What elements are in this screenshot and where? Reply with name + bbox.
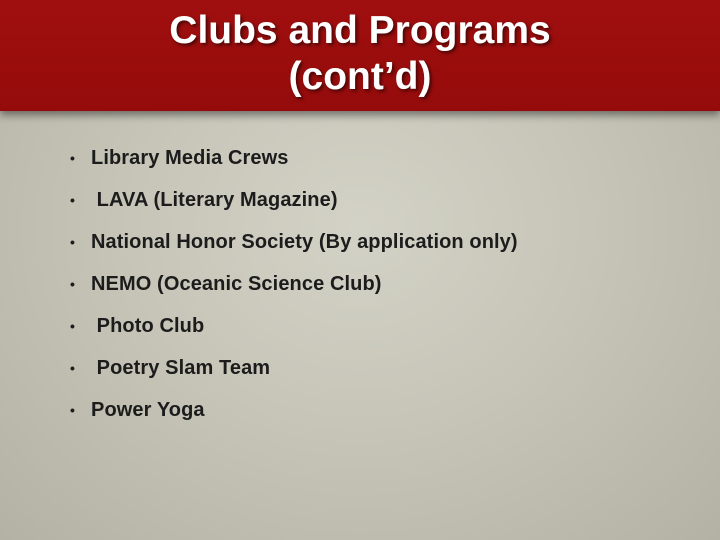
bullet-icon: • [70, 150, 76, 166]
bullet-icon: • [70, 276, 76, 292]
bullet-text: Power Yoga [91, 398, 205, 421]
slide-title-line-2: (cont’d) [288, 55, 432, 98]
bullet-icon: • [70, 360, 76, 376]
bullet-text: NEMO (Oceanic Science Club) [91, 272, 382, 295]
bullet-text: Library Media Crews [91, 146, 289, 169]
slide-title-line-1: Clubs and Programs [169, 9, 551, 52]
bullet-item [70, 389, 518, 431]
bullet-icon: • [70, 192, 76, 208]
bullet-text: Poetry Slam Team [91, 356, 271, 379]
bullet-item [70, 263, 518, 305]
bullet-icon: • [70, 234, 76, 250]
bullet-list [70, 137, 518, 431]
bullet-item [70, 305, 518, 347]
bullet-item [70, 179, 518, 221]
bullet-text: LAVA (Literary Magazine) [91, 188, 338, 211]
title-bar [0, 0, 720, 111]
bullet-text: Photo Club [91, 314, 205, 337]
slide-title [0, 8, 720, 100]
bullet-item [70, 347, 518, 389]
bullet-item [70, 137, 518, 179]
bullet-text: National Honor Society (By application only) [91, 230, 518, 253]
bullet-icon: • [70, 318, 76, 334]
bullet-icon: • [70, 402, 76, 418]
bullet-item [70, 221, 518, 263]
